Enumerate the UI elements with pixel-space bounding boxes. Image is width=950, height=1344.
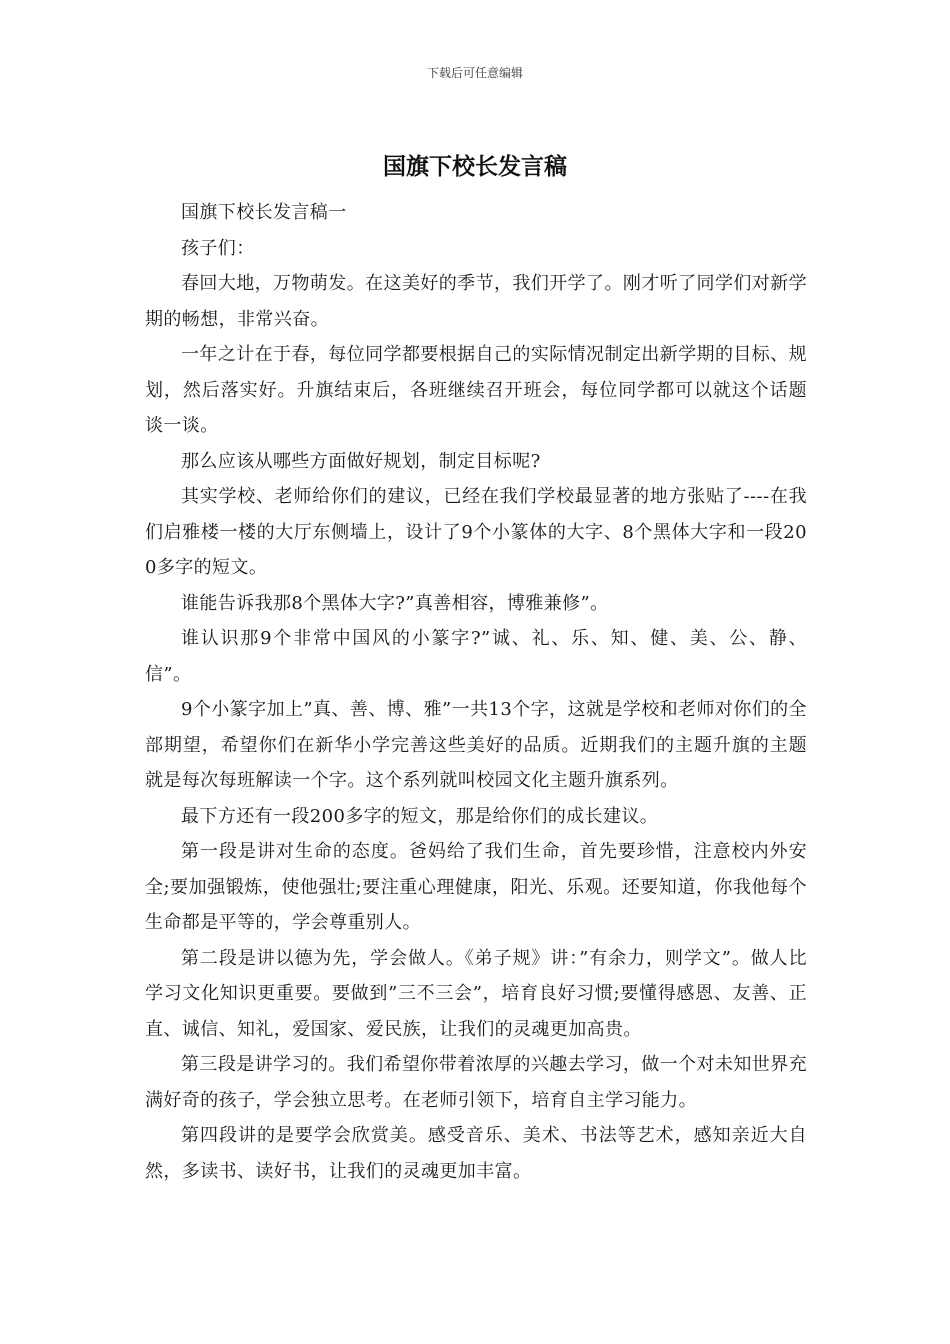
paragraph: 春回大地，万物萌发。在这美好的季节，我们开学了。刚才听了同学们对新学期的畅想，非常兴奋。	[145, 273, 807, 330]
paragraph: 其实学校、老师给你们的建议，已经在我们学校最显著的地方张贴了----在我们启雅楼一楼的大厅东侧墙上，设计了9个小篆体的大字、8个黑体大字和一段200多字的短文。	[145, 486, 807, 578]
paragraph: 第四段讲的是要学会欣赏美。感受音乐、美术、书法等艺术，感知亲近大自然，多读书、读好书，让我们的灵魂更加丰富。	[145, 1125, 807, 1182]
paragraph: 那么应该从哪些方面做好规划，制定目标呢?	[181, 450, 541, 472]
paragraph: 最下方还有一段200多字的短文，那是给你们的成长建议。	[181, 805, 659, 827]
page-header-note: 下载后可任意编辑	[426, 66, 523, 80]
paragraph: 一年之计在于春，每位同学都要根据自己的实际情况制定出新学期的目标、规划，然后落实好。升旗结束后，各班继续召开班会，每位同学都可以就这个话题谈一谈。	[145, 344, 807, 436]
document-title: 国旗下校长发言稿	[383, 153, 567, 180]
paragraph-salutation: 孩子们：	[181, 237, 255, 259]
paragraph: 谁认识那9个非常中国风的小篆字?”诚、礼、乐、知、健、美、公、静、信”。	[145, 628, 807, 685]
paragraph: 9个小篆字加上”真、善、博、雅”一共13个字，这就是学校和老师对你们的全部期望，希望你们在新华小学完善这些美好的品质。近期我们的主题升旗的主题就是每次每班解读一个字。这个系列就叫校园文化主题升旗系列。	[145, 699, 807, 791]
paragraph: 谁能告诉我那8个黑体大字?”真善相容，博雅兼修”。	[181, 592, 609, 614]
paragraph: 第三段是讲学习的。我们希望你带着浓厚的兴趣去学习，做一个对未知世界充满好奇的孩子，学会独立思考。在老师引领下，培育自主学习能力。	[145, 1054, 807, 1111]
paragraph-subtitle: 国旗下校长发言稿一	[181, 202, 347, 223]
document-body	[145, 195, 807, 1189]
paragraph: 第一段是讲对生命的态度。爸妈给了我们生命，首先要珍惜，注意校内外安全;要加强锻炼，使他强壮;要注重心理健康，阳光、乐观。还要知道，你我他每个生命都是平等的，学会尊重别人。	[145, 841, 807, 933]
paragraph: 第二段是讲以德为先，学会做人。《弟子规》讲：”有余力，则学文”。做人比学习文化知识更重要。要做到”三不三会”，培育良好习惯;要懂得感恩、友善、正直、诚信、知礼，爱国家、爱民族，让我们的灵魂更加高贵。	[145, 947, 807, 1040]
